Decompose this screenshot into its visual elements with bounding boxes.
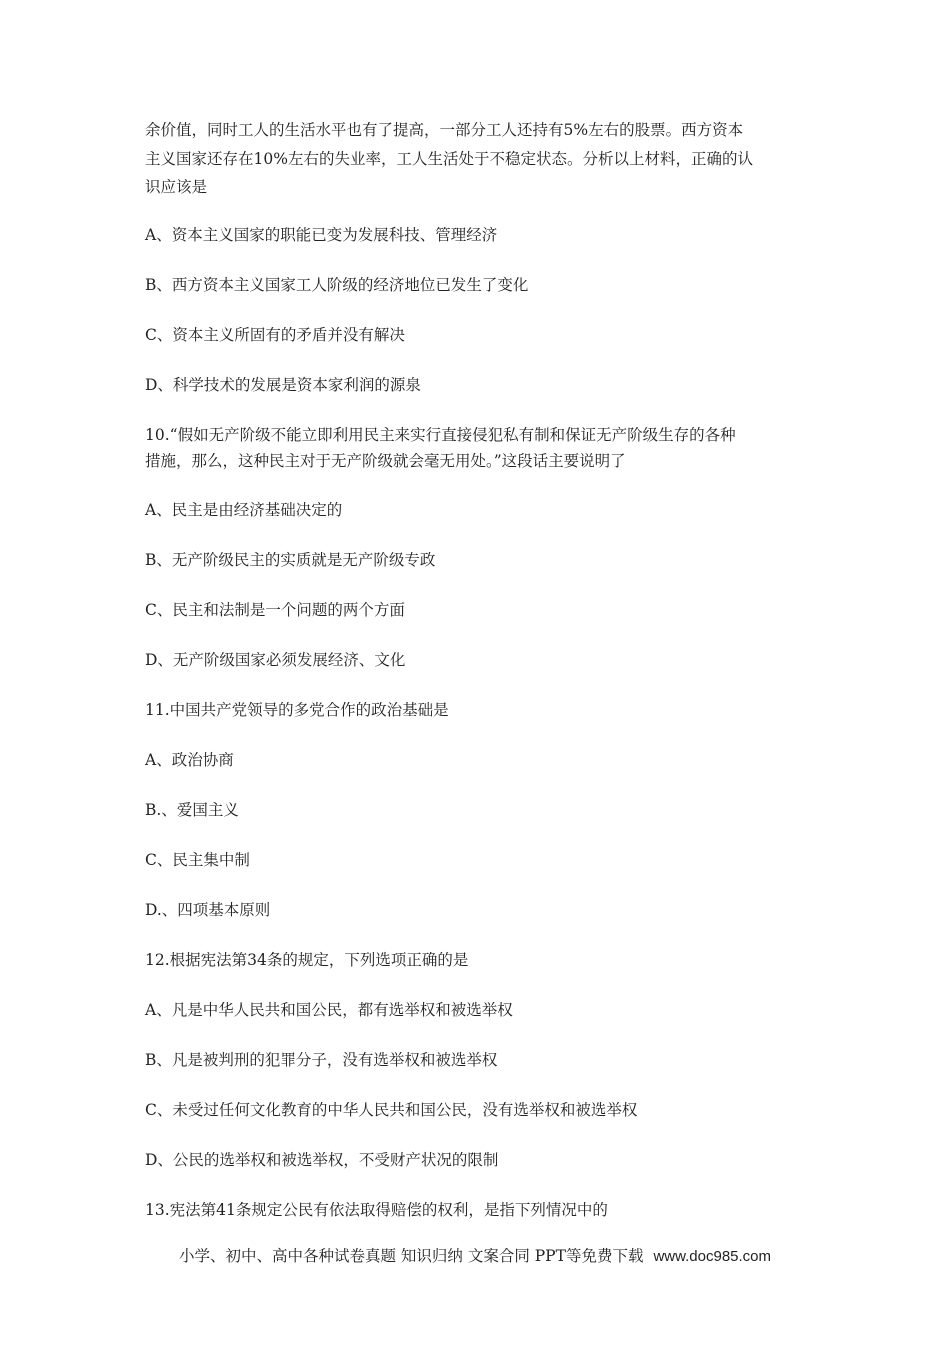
q11-stem: 11.中国共产党领导的多党合作的政治基础是 — [145, 701, 449, 719]
q10-option-d: D、无产阶级国家必须发展经济、文化 — [145, 651, 406, 669]
q10-stem-line-2: 措施，那么，这种民主对于无产阶级就会毫无用处。”这段话主要说明了 — [145, 452, 626, 470]
q11-option-d: D.、四项基本原则 — [145, 901, 271, 919]
q12-stem: 12.根据宪法第34条的规定，下列选项正确的是 — [145, 951, 469, 969]
q10-option-a: A、民主是由经济基础决定的 — [145, 501, 343, 519]
intro-line-3: 识应该是 — [145, 178, 208, 196]
footer-text: 小学、初中、高中各种试卷真题 知识归纳 文案合同 PPT等免费下载 — [178, 1247, 644, 1265]
intro-option-d: D、科学技术的发展是资本家利润的源泉 — [145, 376, 421, 394]
q12-option-a: A、凡是中华人民共和国公民，都有选举权和被选举权 — [145, 1001, 513, 1019]
q10-option-c: C、民主和法制是一个问题的两个方面 — [145, 601, 405, 619]
q12-option-d: D、公民的选举权和被选举权，不受财产状况的限制 — [145, 1151, 499, 1169]
q11-option-a: A、政治协商 — [145, 751, 234, 769]
q11-option-c: C、民主集中制 — [145, 851, 250, 869]
intro-option-b: B、西方资本主义国家工人阶级的经济地位已发生了变化 — [145, 276, 529, 294]
q12-option-c: C、未受过任何文化教育的中华人民共和国公民，没有选举权和被选举权 — [145, 1101, 638, 1119]
intro-option-a: A、资本主义国家的职能已变为发展科技、管理经济 — [145, 226, 498, 244]
q11-option-b: B.、爱国主义 — [145, 801, 239, 819]
q10-option-b: B、无产阶级民主的实质就是无产阶级专政 — [145, 551, 436, 569]
q10-stem-line-1: 10.“假如无产阶级不能立即利用民主来实行直接侵犯私有制和保证无产阶级生存的各种 — [145, 426, 736, 444]
intro-line-1: 余价值，同时工人的生活水平也有了提高，一部分工人还持有5%左右的股票。西方资本 — [145, 121, 744, 139]
intro-option-c: C、资本主义所固有的矛盾并没有解决 — [145, 326, 405, 344]
page-footer — [0, 1243, 950, 1270]
footer-site-link[interactable]: www.doc985.com — [653, 1248, 772, 1265]
intro-line-2: 主义国家还存在10%左右的失业率，工人生活处于不稳定状态。分析以上材料，正确的认 — [145, 150, 753, 168]
q13-stem: 13.宪法第41条规定公民有依法取得赔偿的权利，是指下列情况中的 — [145, 1201, 608, 1219]
q12-option-b: B、凡是被判刑的犯罪分子，没有选举权和被选举权 — [145, 1051, 498, 1069]
